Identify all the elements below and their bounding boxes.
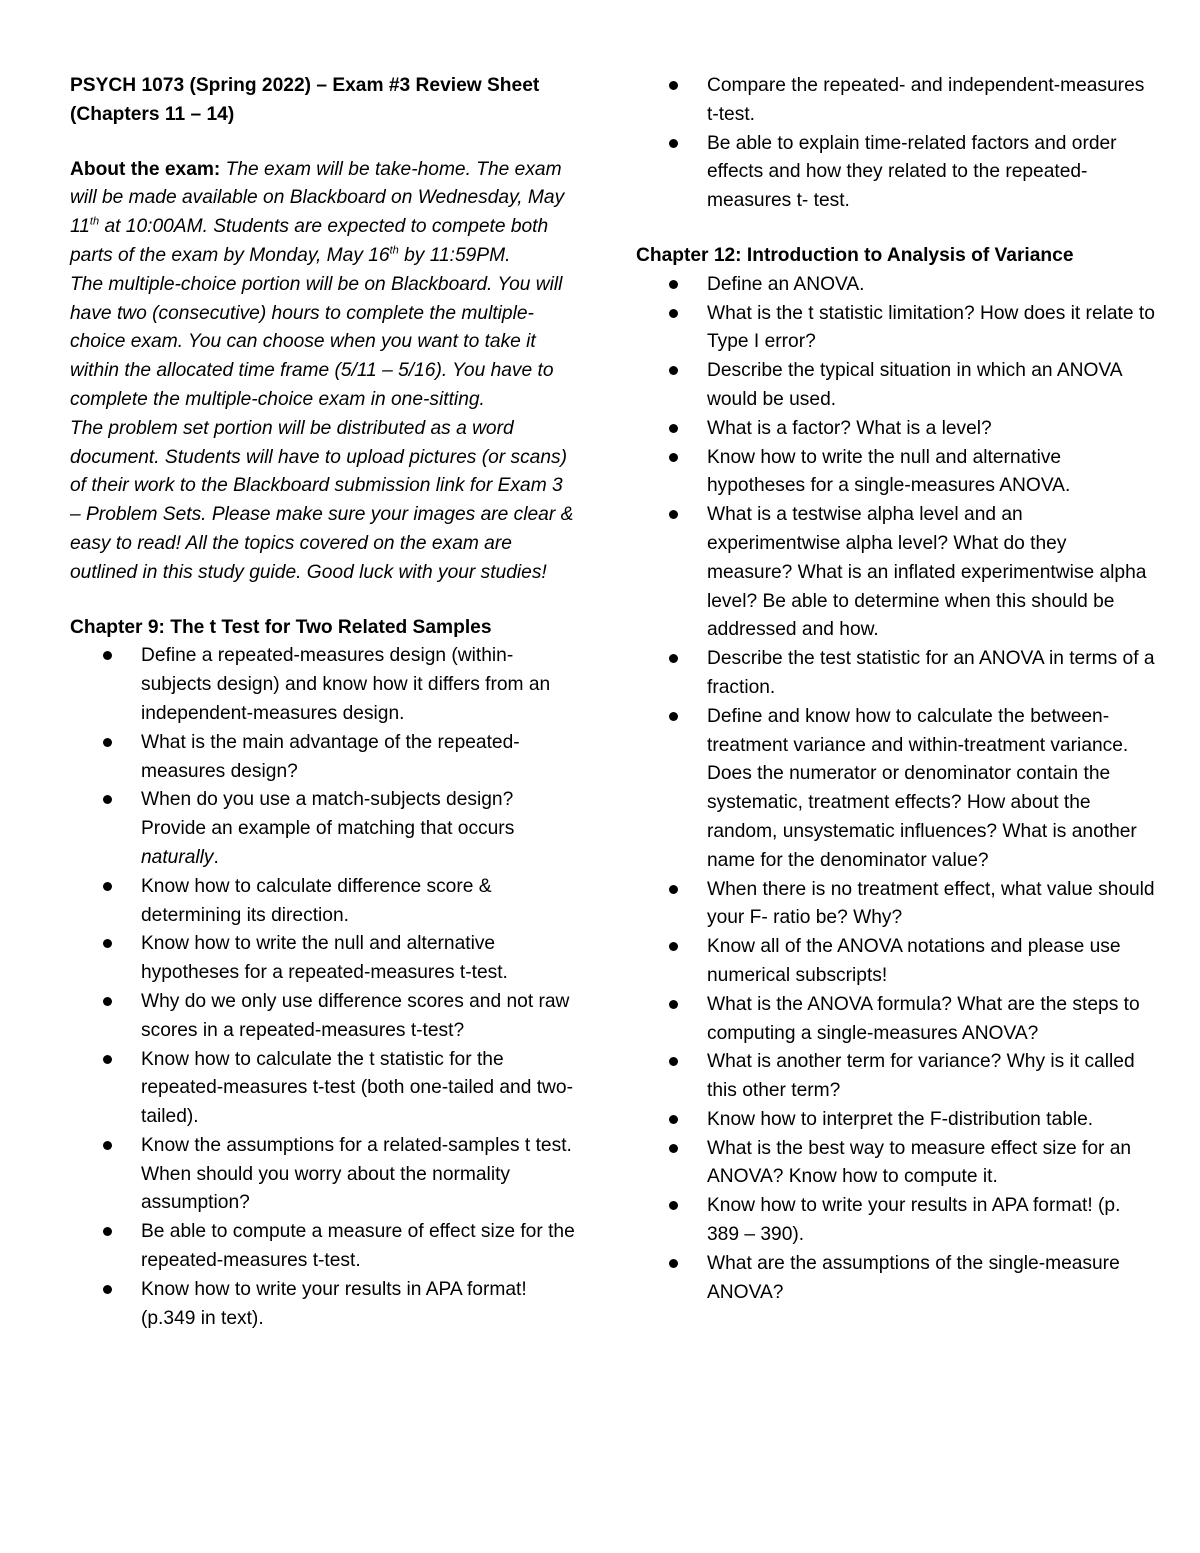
bullet-icon <box>103 1227 112 1236</box>
about-section <box>70 156 575 588</box>
bullet-icon <box>669 1115 678 1124</box>
about-paragraph-2: The multiple-choice portion will be on Blackboard. You will have two (consecutive) hours to complete the multiple-choice exam. You can choose when you want to take it within the allocated time frame (5/11 – 5/16). You have to complete the multiple-choice exam in one-sitting. <box>70 273 563 410</box>
bullet-icon <box>103 1285 112 1294</box>
left-column <box>70 72 575 1333</box>
bullet-icon <box>669 1000 678 1009</box>
bullet-icon <box>669 885 678 894</box>
bullet-icon <box>103 1141 112 1150</box>
bullet-icon <box>669 1201 678 1210</box>
about-label: About the exam: <box>70 158 221 180</box>
bullet-icon <box>669 424 678 433</box>
list-item: What is a testwise alpha level and an experimentwise alpha level? What do they measure? What is an inflated experimentwise alpha level? Be able to determine when this should be addressed and how. <box>636 501 1156 645</box>
list-item: Define an ANOVA. <box>636 271 1156 300</box>
bullet-icon <box>103 939 112 948</box>
list-item: Know how to write your results in APA format! (p. 389 – 390). <box>636 1192 1156 1250</box>
bullet-icon <box>669 280 678 289</box>
bullet-icon <box>669 1144 678 1153</box>
bullet-icon <box>669 510 678 519</box>
bullet-icon <box>669 654 678 663</box>
right-column <box>636 72 1156 1307</box>
list-item: Know how to calculate difference score & determining its direction. <box>70 873 575 931</box>
list-item: What is the best way to measure effect size for an ANOVA? Know how to compute it. <box>636 1135 1156 1193</box>
about-paragraph-3: The problem set portion will be distributed as a word document. Students will have to upload pictures (or scans) of their work to the Blackboard submission link for Exam 3 – Problem Sets. Please make sure your images are clear & easy to read! All the topics covered on the exam are outlined in this study guide. Good luck with your studies! <box>70 417 574 583</box>
list-item: Be able to explain time-related factors and order effects and how they related to the repeated-measures t- test. <box>636 130 1156 216</box>
bullet-icon <box>669 139 678 148</box>
list-item: What is the ANOVA formula? What are the steps to computing a single-measures ANOVA? <box>636 991 1156 1049</box>
list-item: What are the assumptions of the single-measure ANOVA? <box>636 1250 1156 1308</box>
about-paragraph-1: About the exam: The exam will be take-home. The exam will be made available on Blackboard on Wednesday, May 11th at 10:00AM. Students are expected to compete both parts of the exam by Monday, May 16th by 11:59PM. <box>70 158 565 266</box>
chapter-9-list-continued <box>636 72 1156 216</box>
title-line-1: PSYCH 1073 (Spring 2022) – Exam #3 Review Sheet <box>70 75 540 96</box>
bullet-icon <box>669 366 678 375</box>
list-item: What is the t statistic limitation? How does it relate to Type I error? <box>636 300 1156 358</box>
list-item: Define a repeated-measures design (within-subjects design) and know how it differs from an independent-measures design. <box>70 642 575 728</box>
bullet-icon <box>669 81 678 90</box>
list-item: When do you use a match-subjects design? Provide an example of matching that occurs naturally. <box>70 786 575 872</box>
chapter-9-list <box>70 642 575 1333</box>
list-item: Know how to write your results in APA format! (p.349 in text). <box>70 1276 575 1334</box>
list-item: Describe the test statistic for an ANOVA in terms of a fraction. <box>636 645 1156 703</box>
bullet-icon <box>103 651 112 660</box>
bullet-icon <box>103 795 112 804</box>
list-item: Know the assumptions for a related-samples t test. When should you worry about the normality assumption? <box>70 1132 575 1218</box>
page-title <box>70 72 575 130</box>
list-item: Define and know how to calculate the between-treatment variance and within-treatment variance. Does the numerator or denominator contain the systematic, treatment effects? How about the random, unsystematic influences? What is another name for the denominator value? <box>636 703 1156 876</box>
list-item: Know how to write the null and alternative hypotheses for a single-measures ANOVA. <box>636 444 1156 502</box>
bullet-icon <box>669 309 678 318</box>
bullet-icon <box>103 738 112 747</box>
list-item: Describe the typical situation in which an ANOVA would be used. <box>636 357 1156 415</box>
chapter-9-heading: Chapter 9: The t Test for Two Related Samples <box>70 616 492 638</box>
list-item: Compare the repeated- and independent-measures t-test. <box>636 72 1156 130</box>
list-item: What is the main advantage of the repeated-measures design? <box>70 729 575 787</box>
bullet-icon <box>103 882 112 891</box>
list-item: Know how to interpret the F-distribution table. <box>636 1106 1156 1135</box>
bullet-icon <box>669 1259 678 1268</box>
bullet-icon <box>103 1055 112 1064</box>
list-item: Why do we only use difference scores and not raw scores in a repeated-measures t-test? <box>70 988 575 1046</box>
bullet-icon <box>669 453 678 462</box>
list-item: Know how to write the null and alternative hypotheses for a repeated-measures t-test. <box>70 930 575 988</box>
list-item: Know how to calculate the t statistic for the repeated-measures t-test (both one-tailed and two-tailed). <box>70 1046 575 1132</box>
bullet-icon <box>669 1057 678 1066</box>
chapter-12-list <box>636 271 1156 1308</box>
title-line-2: (Chapters 11 – 14) <box>70 103 235 125</box>
list-item: What is a factor? What is a level? <box>636 415 1156 444</box>
list-item: Be able to compute a measure of effect size for the repeated-measures t-test. <box>70 1218 575 1276</box>
bullet-icon <box>669 942 678 951</box>
bullet-icon <box>669 712 678 721</box>
chapter-12-heading: Chapter 12: Introduction to Analysis of Variance <box>636 244 1074 266</box>
list-item: What is another term for variance? Why is it called this other term? <box>636 1048 1156 1106</box>
list-item: Know all of the ANOVA notations and please use numerical subscripts! <box>636 933 1156 991</box>
bullet-icon <box>103 997 112 1006</box>
list-item: When there is no treatment effect, what value should your F- ratio be? Why? <box>636 876 1156 934</box>
